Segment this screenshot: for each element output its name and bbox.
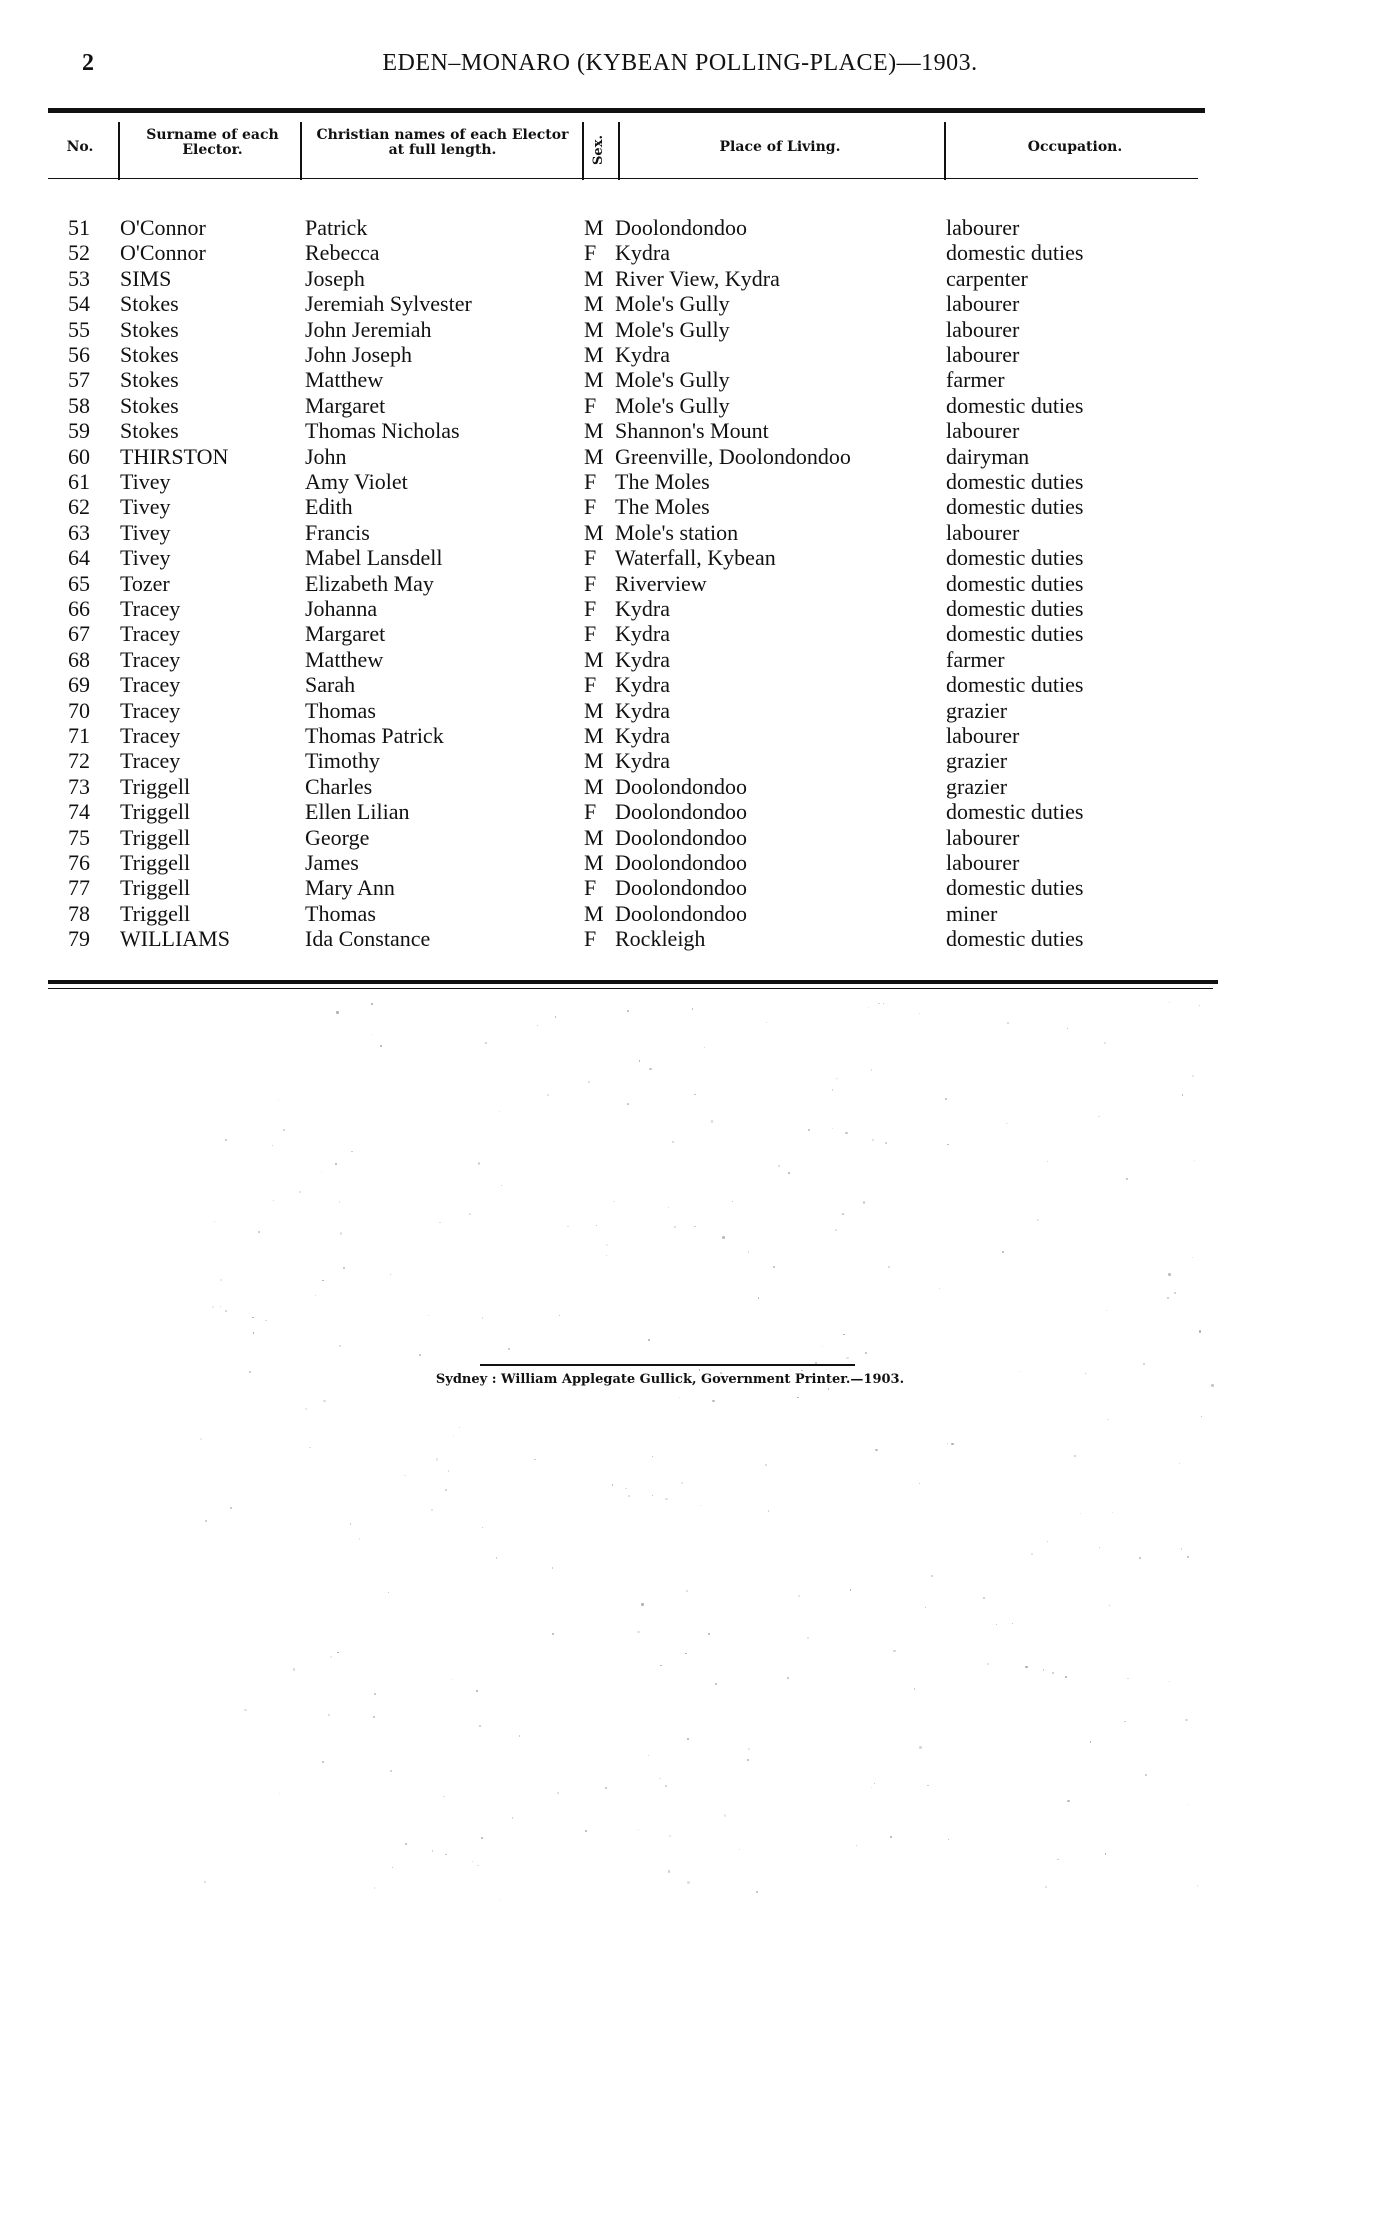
elector-occupation: domestic duties [946,545,1084,571]
table-row [0,698,1382,723]
header-christian: Christian names of each Elector at full length. [316,127,569,158]
elector-place-of-living: Doolondondoo [615,799,747,825]
header-no: No. [66,139,94,155]
elector-sex: F [584,469,597,494]
elector-occupation: labourer [946,519,1020,545]
elector-number: 59 [68,418,90,444]
elector-occupation: labourer [946,291,1020,317]
elector-surname: Stokes [120,367,179,393]
elector-place-of-living: Kydra [615,748,670,774]
table-row [0,240,1382,265]
elector-surname: Tracey [120,723,181,748]
table-row [0,545,1382,570]
elector-christian-names: Mabel Lansdell [305,545,443,571]
page-title: EDEN–MONARO (KYBEAN POLLING-PLACE)—1903. [382,50,978,76]
elector-number: 68 [68,646,90,672]
elector-surname: Tracey [120,697,181,723]
header-place: Place of Living. [719,139,841,155]
imprint-rule [480,1364,855,1366]
elector-sex: F [584,621,597,647]
elector-surname: Tivey [120,469,171,494]
elector-place-of-living: Doolondondoo [615,875,747,901]
elector-occupation: domestic duties [946,469,1084,494]
elector-place-of-living: Riverview [615,570,707,596]
elector-surname: O'Connor [120,215,206,240]
elector-surname: Tozer [120,570,170,596]
elector-place-of-living: Rockleigh [615,926,706,952]
elector-place-of-living: Shannon's Mount [615,418,769,444]
elector-number: 51 [68,215,90,240]
column-divider [118,122,120,180]
elector-christian-names: Sarah [305,672,356,698]
elector-christian-names: Margaret [305,392,386,418]
elector-christian-names: Charles [305,773,373,799]
header-occupation: Occupation. [1027,139,1123,155]
elector-christian-names: Jeremiah Sylvester [305,291,472,317]
elector-surname: Triggell [120,875,191,901]
elector-christian-names: Johanna [305,596,378,621]
elector-place-of-living: Mole's Gully [615,367,730,393]
elector-place-of-living: Kydra [615,596,670,621]
elector-number: 71 [68,723,90,748]
column-divider [618,122,620,180]
elector-surname: Tivey [120,545,171,571]
elector-occupation: domestic duties [946,926,1084,952]
table-row [0,393,1382,418]
header-surname: Surname of each Elector. [146,127,279,158]
table-row [0,901,1382,926]
header-top-rule [48,108,1205,113]
elector-place-of-living: Waterfall, Kybean [615,545,776,571]
elector-surname: Triggell [120,850,191,875]
elector-christian-names: John Joseph [305,342,412,367]
column-divider [582,122,584,180]
elector-surname: Tracey [120,596,181,621]
elector-surname: Tivey [120,494,171,520]
elector-christian-names: Joseph [305,265,365,291]
elector-christian-names: John [305,443,347,469]
elector-surname: WILLIAMS [120,926,230,952]
elector-number: 74 [68,799,90,825]
elector-sex: F [584,240,597,266]
elector-number: 67 [68,621,90,647]
elector-occupation: domestic duties [946,875,1084,901]
elector-sex: F [584,596,597,621]
elector-surname: Tracey [120,646,181,672]
elector-sex: M [584,367,604,393]
elector-number: 58 [68,392,90,418]
elector-place-of-living: Kydra [615,672,670,698]
elector-occupation: dairyman [946,443,1030,469]
elector-surname: SIMS [120,265,172,291]
column-divider [300,122,302,180]
table-row [0,875,1382,900]
elector-sex: M [584,342,604,367]
elector-christian-names: Amy Violet [305,469,408,494]
elector-occupation: domestic duties [946,621,1084,647]
table-row [0,494,1382,519]
elector-sex: F [584,494,597,520]
table-row [0,723,1382,748]
elector-place-of-living: River View, Kydra [615,265,780,291]
elector-sex: M [584,443,604,469]
elector-place-of-living: Greenville, Doolondondoo [615,443,851,469]
elector-sex: M [584,748,604,774]
elector-place-of-living: Doolondondoo [615,824,747,850]
header-bottom-rule [48,178,1198,179]
elector-number: 72 [68,748,90,774]
elector-place-of-living: Mole's station [615,519,739,545]
elector-sex: M [584,418,604,444]
elector-place-of-living: Doolondondoo [615,850,747,875]
elector-number: 57 [68,367,90,393]
table-row [0,342,1382,367]
elector-number: 64 [68,545,90,571]
elector-place-of-living: Doolondondoo [615,215,747,240]
elector-christian-names: James [305,850,359,875]
elector-number: 62 [68,494,90,520]
elector-place-of-living: Kydra [615,646,670,672]
elector-occupation: domestic duties [946,570,1084,596]
elector-occupation: miner [946,900,998,926]
header-sex: Sex. [591,135,606,165]
printer-imprint: Sydney : William Applegate Gullick, Government Printer.—1903. [435,1372,905,1387]
elector-surname: THIRSTON [120,443,229,469]
elector-sex: M [584,824,604,850]
elector-sex: F [584,570,597,596]
elector-christian-names: Rebecca [305,240,380,266]
elector-occupation: grazier [946,697,1008,723]
elector-sex: M [584,900,604,926]
elector-sex: F [584,672,597,698]
table-row [0,621,1382,646]
elector-christian-names: Ida Constance [305,926,431,952]
table-row [0,926,1382,951]
table-row [0,317,1382,342]
column-divider [944,122,946,180]
elector-sex: M [584,519,604,545]
elector-christian-names: John Jeremiah [305,316,432,342]
elector-place-of-living: Kydra [615,342,670,367]
elector-sex: M [584,697,604,723]
elector-number: 53 [68,265,90,291]
table-row [0,825,1382,850]
elector-sex: F [584,545,597,571]
elector-sex: F [584,926,597,952]
elector-number: 65 [68,570,90,596]
table-row [0,291,1382,316]
table-row [0,799,1382,824]
elector-occupation: labourer [946,215,1020,240]
elector-number: 54 [68,291,90,317]
elector-christian-names: Mary Ann [305,875,395,901]
elector-sex: M [584,773,604,799]
elector-occupation: domestic duties [946,596,1084,621]
elector-number: 73 [68,773,90,799]
elector-number: 79 [68,926,90,952]
table-row [0,215,1382,240]
elector-christian-names: Edith [305,494,353,520]
elector-place-of-living: Kydra [615,621,670,647]
elector-occupation: labourer [946,418,1020,444]
elector-occupation: carpenter [946,265,1028,291]
elector-number: 78 [68,900,90,926]
elector-number: 61 [68,469,90,494]
elector-place-of-living: The Moles [615,494,710,520]
elector-christian-names: Matthew [305,367,384,393]
elector-surname: Stokes [120,392,179,418]
elector-number: 52 [68,240,90,266]
elector-occupation: grazier [946,748,1008,774]
elector-occupation: domestic duties [946,392,1084,418]
elector-surname: O'Connor [120,240,206,266]
elector-sex: M [584,265,604,291]
elector-christian-names: Ellen Lilian [305,799,410,825]
table-row [0,266,1382,291]
elector-surname: Stokes [120,342,179,367]
elector-occupation: labourer [946,316,1020,342]
elector-christian-names: Francis [305,519,370,545]
elector-occupation: domestic duties [946,799,1084,825]
elector-place-of-living: Mole's Gully [615,291,730,317]
elector-christian-names: Thomas [305,697,376,723]
table-row [0,444,1382,469]
table-row [0,571,1382,596]
table-row [0,672,1382,697]
elector-surname: Stokes [120,316,179,342]
elector-occupation: farmer [946,646,1005,672]
table-row [0,647,1382,672]
elector-sex: M [584,850,604,875]
elector-surname: Tivey [120,519,171,545]
page-number: 2 [82,50,94,76]
elector-surname: Stokes [120,418,179,444]
elector-number: 66 [68,596,90,621]
elector-christian-names: Matthew [305,646,384,672]
elector-surname: Triggell [120,900,191,926]
elector-surname: Triggell [120,773,191,799]
table-row [0,367,1382,392]
elector-occupation: domestic duties [946,672,1084,698]
elector-occupation: domestic duties [946,240,1084,266]
elector-sex: F [584,799,597,825]
elector-sex: M [584,723,604,748]
elector-christian-names: Margaret [305,621,386,647]
table-row [0,418,1382,443]
elector-surname: Tracey [120,672,181,698]
elector-sex: M [584,291,604,317]
elector-number: 69 [68,672,90,698]
elector-sex: F [584,875,597,901]
elector-christian-names: Elizabeth May [305,570,434,596]
table-row [0,596,1382,621]
elector-sex: M [584,316,604,342]
elector-surname: Tracey [120,621,181,647]
elector-place-of-living: Kydra [615,697,670,723]
elector-christian-names: George [305,824,370,850]
elector-occupation: labourer [946,824,1020,850]
elector-surname: Tracey [120,748,181,774]
elector-occupation: labourer [946,850,1020,875]
elector-christian-names: Thomas Patrick [305,723,444,748]
elector-number: 55 [68,316,90,342]
elector-place-of-living: Doolondondoo [615,773,747,799]
elector-sex: F [584,392,597,418]
elector-christian-names: Thomas Nicholas [305,418,460,444]
elector-occupation: labourer [946,723,1020,748]
elector-occupation: grazier [946,773,1008,799]
elector-occupation: farmer [946,367,1005,393]
elector-number: 56 [68,342,90,367]
table-row [0,748,1382,773]
table-row [0,774,1382,799]
elector-place-of-living: Doolondondoo [615,900,747,926]
elector-sex: M [584,215,604,240]
elector-place-of-living: The Moles [615,469,710,494]
table-bottom-rule-thin [48,988,1213,989]
elector-number: 70 [68,697,90,723]
elector-number: 75 [68,824,90,850]
elector-place-of-living: Mole's Gully [615,392,730,418]
elector-number: 60 [68,443,90,469]
table-row [0,850,1382,875]
elector-number: 63 [68,519,90,545]
elector-surname: Triggell [120,799,191,825]
elector-occupation: labourer [946,342,1020,367]
elector-place-of-living: Mole's Gully [615,316,730,342]
table-row [0,469,1382,494]
elector-christian-names: Timothy [305,748,381,774]
elector-christian-names: Thomas [305,900,376,926]
elector-surname: Stokes [120,291,179,317]
elector-place-of-living: Kydra [615,240,670,266]
elector-occupation: domestic duties [946,494,1084,520]
elector-number: 77 [68,875,90,901]
table-bottom-rule [48,980,1218,984]
elector-place-of-living: Kydra [615,723,670,748]
elector-christian-names: Patrick [305,215,368,240]
elector-surname: Triggell [120,824,191,850]
table-row [0,520,1382,545]
elector-sex: M [584,646,604,672]
elector-number: 76 [68,850,90,875]
